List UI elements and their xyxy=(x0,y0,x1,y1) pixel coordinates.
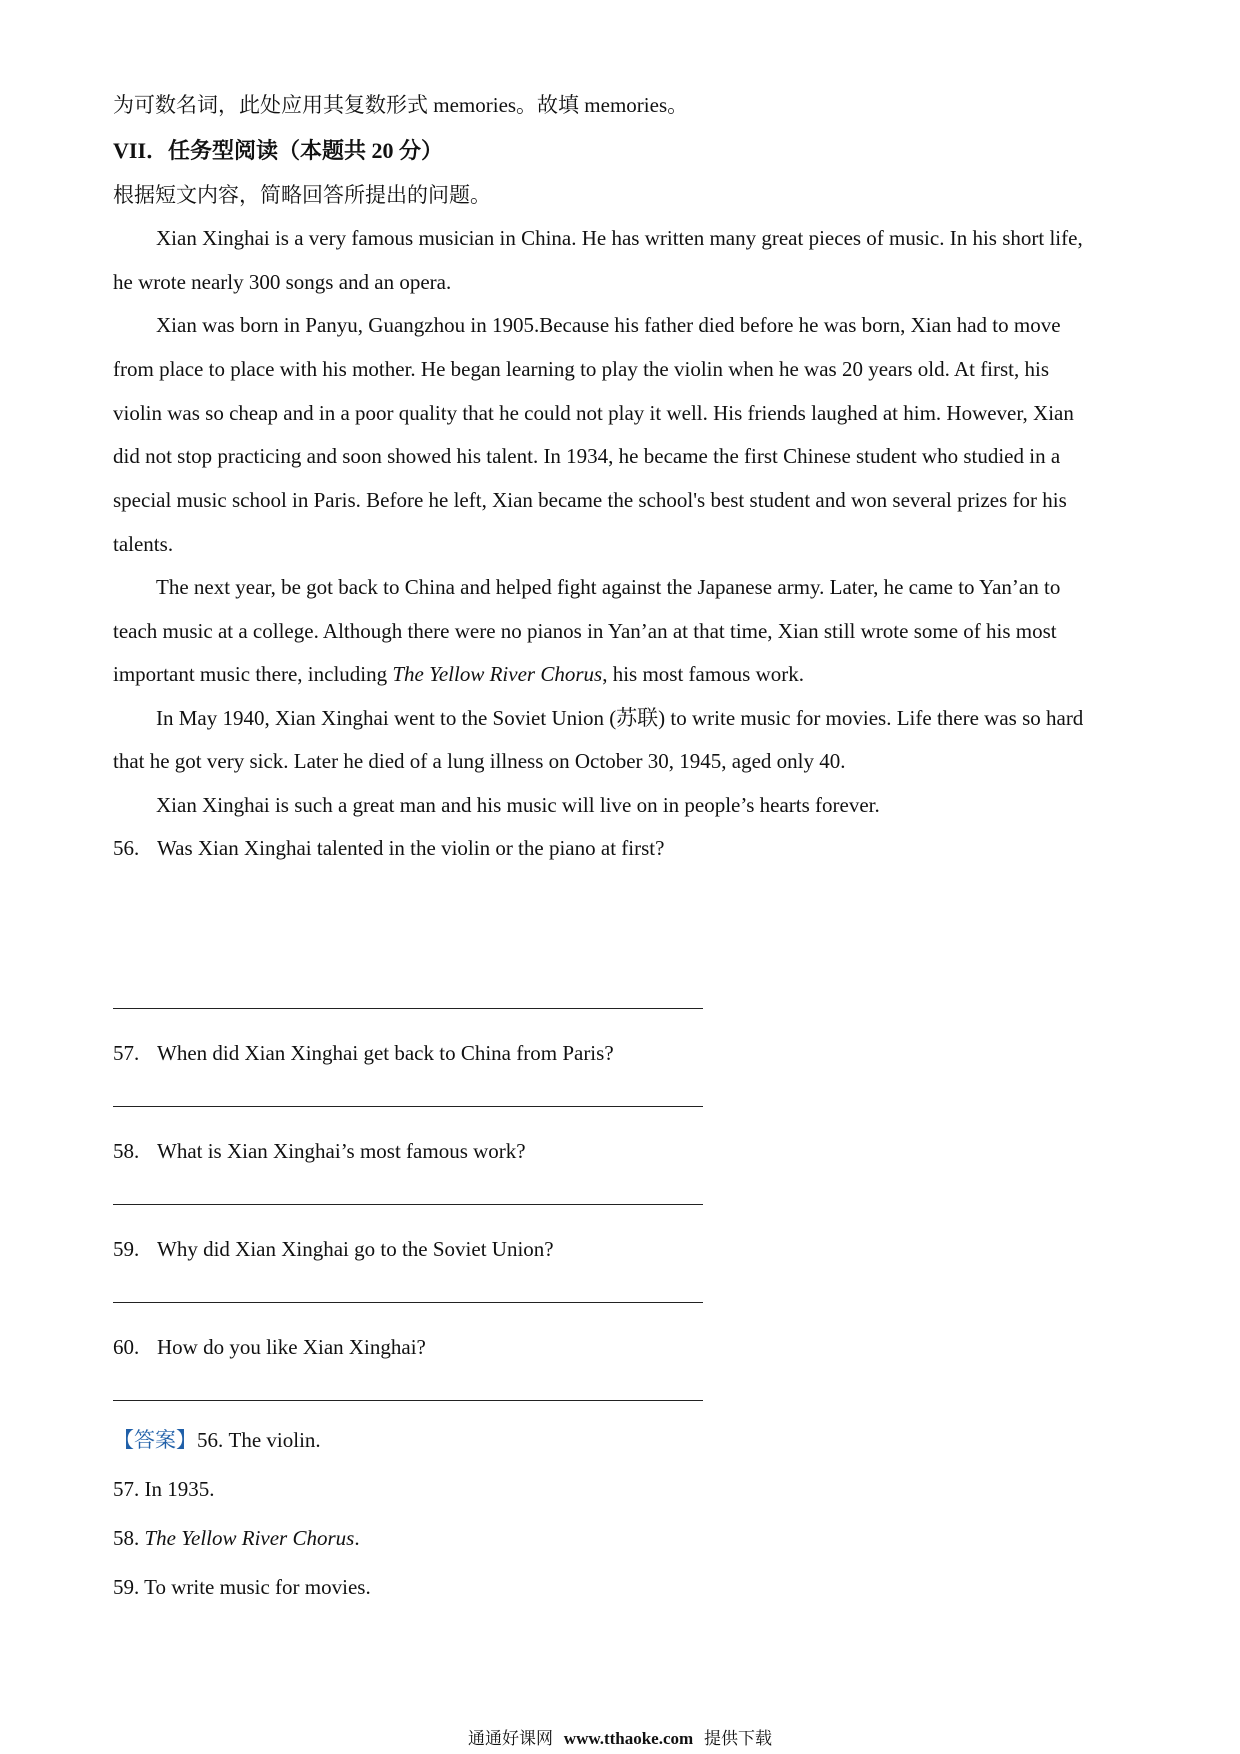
question-number: 57. xyxy=(113,1041,140,1065)
passage-p1-line2: he wrote nearly 300 songs and an opera. xyxy=(113,270,452,294)
question-56 xyxy=(113,834,664,862)
passage-p4-line2: that he got very sick. Later he died of a lung illness on October 30, 1945, aged only 40. xyxy=(113,749,846,773)
intro-line: 为可数名词，此处应用其复数形式 memories。故填 memories。 xyxy=(113,93,689,117)
question-number: 60. xyxy=(113,1335,140,1359)
work-title: The Yellow River Chorus xyxy=(392,662,603,686)
answer-blank-57[interactable] xyxy=(113,1106,703,1107)
question-number: 56. xyxy=(113,836,140,860)
question-text: Was Xian Xinghai talented in the violin or the piano at first? xyxy=(157,836,665,860)
passage-p4-line1: In May 1940, Xian Xinghai went to the Soviet Union (苏联) to write music for movies. Life there was so hard xyxy=(156,706,1084,730)
passage-p3-line1: The next year, be got back to China and helped fight against the Japanese army. Later, he came to Yan’an to xyxy=(156,575,1061,599)
passage-p3-line3-pre: important music there, including xyxy=(113,662,393,686)
footer-note: 提供下载 xyxy=(704,1729,772,1749)
passage-p3-line3-post: , his most famous work. xyxy=(602,662,805,686)
answer-56 xyxy=(113,1426,321,1454)
passage-p2-line2: from place to place with his mother. He began learning to play the violin when he was 20 years old. At first, his xyxy=(113,357,1050,381)
passage-p5-line1: Xian Xinghai is such a great man and his music will live on in people’s hearts forever. xyxy=(156,793,880,817)
passage-p1-line1: Xian Xinghai is a very famous musician in China. He has written many great pieces of music. In his short life, xyxy=(156,226,1083,250)
question-59 xyxy=(113,1235,554,1263)
instruction-text: 根据短文内容，简略回答所提出的问题。 xyxy=(113,183,491,207)
question-number: 58. xyxy=(113,1139,140,1163)
answer-56-text: 56. The violin. xyxy=(197,1428,321,1452)
answer-58-number: 58. xyxy=(113,1526,145,1550)
answer-58 xyxy=(113,1524,360,1552)
question-57 xyxy=(113,1039,614,1067)
passage-p2-line1: Xian was born in Panyu, Guangzhou in 1905.Because his father died before he was born, Xian had to move xyxy=(156,313,1061,337)
passage-p3-line3 xyxy=(113,660,804,688)
passage-p3-line2: teach music at a college. Although there were no pianos in Yan’an at that time, Xian still wrote some of his most xyxy=(113,619,1057,643)
page-footer xyxy=(0,1728,1240,1750)
passage-p2-line4: did not stop practicing and soon showed his talent. In 1934, he became the first Chinese student who studied in a xyxy=(113,444,1061,468)
answer-tag: 【答案】 xyxy=(113,1428,197,1452)
answer-blank-58[interactable] xyxy=(113,1204,703,1205)
question-58 xyxy=(113,1137,526,1165)
section-heading: VII．任务型阅读（本题共 20 分） xyxy=(113,138,444,163)
question-text: How do you like Xian Xinghai? xyxy=(157,1335,426,1359)
answer-59: 59. To write music for movies. xyxy=(113,1575,371,1599)
passage-p2-line5: special music school in Paris. Before he left, Xian became the school's best student and won several prizes for his xyxy=(113,488,1067,512)
answer-blank-59[interactable] xyxy=(113,1302,703,1303)
question-60 xyxy=(113,1333,426,1361)
passage-p2-line3: violin was so cheap and in a poor quality that he could not play it well. His friends laughed at him. However, Xian xyxy=(113,401,1074,425)
question-text: What is Xian Xinghai’s most famous work? xyxy=(157,1139,526,1163)
answer-58-end: . xyxy=(354,1526,360,1550)
passage-p2-line6: talents. xyxy=(113,532,174,556)
answer-58-title: The Yellow River Chorus xyxy=(144,1526,355,1550)
answer-blank-56[interactable] xyxy=(113,1008,703,1009)
question-number: 59. xyxy=(113,1237,140,1261)
answer-57: 57. In 1935. xyxy=(113,1477,215,1501)
footer-site-name: 通通好课网 xyxy=(467,1729,553,1749)
question-text: When did Xian Xinghai get back to China from Paris? xyxy=(157,1041,614,1065)
footer-url[interactable]: www.tthaoke.com xyxy=(563,1729,694,1748)
question-text: Why did Xian Xinghai go to the Soviet Union? xyxy=(157,1237,554,1261)
answer-blank-60[interactable] xyxy=(113,1400,703,1401)
